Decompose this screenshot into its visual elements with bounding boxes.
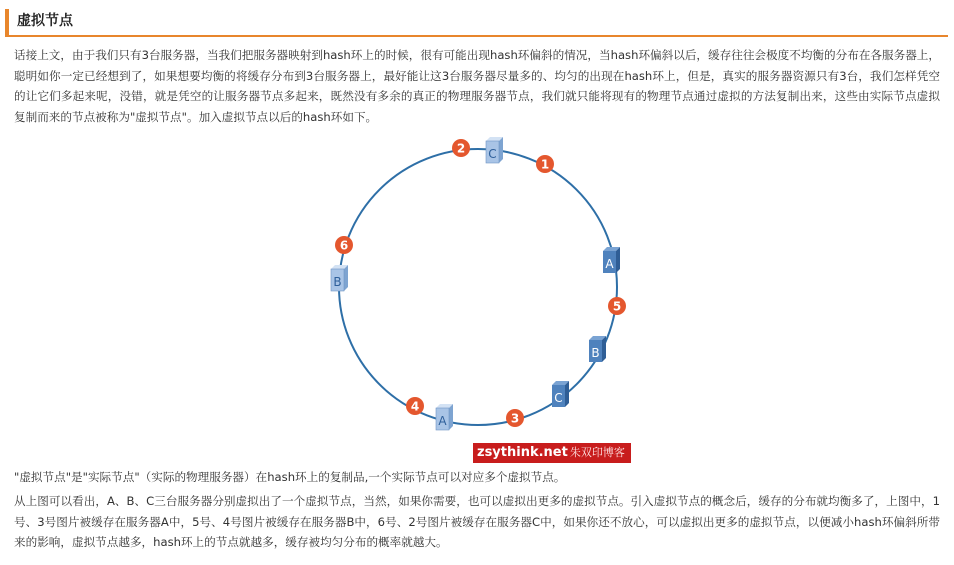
marker-4-label: 4: [410, 399, 420, 414]
server-node-a: [603, 247, 620, 273]
virtual-node-a-label: A: [438, 414, 447, 428]
marker-3-label: 3: [510, 411, 520, 426]
intro-paragraph: 话接上文，由于我们只有3台服务器，当我们把服务器映射到hash环上的时候，很有可能出现hash环偏斜的情况，当hash环偏斜以后，缓存往往会极度不均衡的分布在各服务器上，聪明如你一定已经想到了，如果想要均衡的将缓存分布到3台服务器上，最好能让这3台服务器尽量多的、均匀的出现在hash环上，但是，真实的服务器资源只有3台，我们怎样凭空的让它们多起来呢，没错，就是凭空的让服务器节点多起来，既然没有多余的真正的物理服务器节点，我们就只能将现有的物理节点通过虚拟的方法复制出来，这些由实际节点虚拟复制而来的节点被称为"虚拟节点"。加入虚拟节点以后的hash环如下。: [14, 48, 940, 124]
virtual-node-definition: "虚拟节点"是"实际节点"（实际的物理服务器）在hash环上的复制品,一个实际节点可以对应多个虚拟节点。: [14, 470, 566, 484]
section-title: 虚拟节点: [17, 13, 73, 29]
virtual-node-b: [331, 265, 348, 291]
server-node-b: [589, 336, 606, 362]
virtual-node-b-label: B: [333, 275, 342, 289]
server-node-a-label: A: [605, 257, 614, 271]
conclusion-paragraph: 从上图可以看出，A、B、C三台服务器分别虚拟出了一个虚拟节点，当然，如果你需要，也可以虚拟出更多的虚拟节点。引入虚拟节点的概念后，缓存的分布就均衡多了，上图中，1号、3号图片被缓存在服务器A中，5号、4号图片被缓存在服务器B中，6号、2号图片被缓存在服务器C中，如果你还不放心，可以虚拟出更多的虚拟节点，以便减小hash环偏斜所带来的影响，虚拟节点越多，hash环上的节点就越多，缓存被均匀分布的概率就越大。: [14, 494, 940, 549]
marker-4: [406, 397, 424, 415]
marker-2: [452, 139, 470, 157]
hash-ring: [339, 149, 617, 425]
server-node-b-label: B: [591, 346, 600, 360]
site-watermark: [473, 443, 631, 463]
section-heading: [5, 9, 948, 37]
server-node-c: [552, 381, 569, 407]
marker-6-label: 6: [339, 238, 349, 253]
server-node-c-label: C: [554, 391, 563, 405]
marker-2-label: 2: [456, 141, 466, 156]
marker-1-label: 1: [540, 157, 550, 172]
watermark-site: zsythink.net: [477, 445, 568, 460]
marker-6: [335, 236, 353, 254]
marker-5: [608, 297, 626, 315]
marker-1: [536, 155, 554, 173]
virtual-node-c-label: C: [488, 147, 497, 161]
marker-3: [506, 409, 524, 427]
virtual-node-c: [486, 137, 503, 163]
marker-5-label: 5: [612, 299, 622, 314]
virtual-node-a: [436, 404, 453, 430]
watermark-tagline: 朱双印博客: [569, 446, 625, 459]
